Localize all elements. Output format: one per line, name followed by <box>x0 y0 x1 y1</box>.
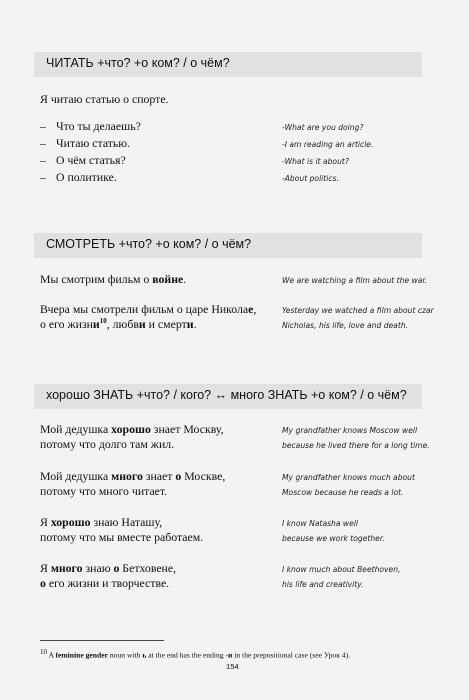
example-ru: потому что много читает. <box>40 484 168 498</box>
dialog-dash: – <box>40 136 46 150</box>
dialog-line-en: -What are you doing? <box>282 123 364 132</box>
example-ru: о его жизни$^{10}$, любви и смерти. <box>40 317 197 331</box>
example-ru: Мой дедушка много знает о Москве, <box>40 469 226 483</box>
example-ru: о его жизни и творчестве. <box>40 576 170 590</box>
dialog-dash: – <box>40 119 46 133</box>
section-header-znat <box>34 384 422 409</box>
section-header-text: СМОТРЕТЬ +что? +о ком? / о чём? <box>46 237 252 251</box>
example-en: because we work together. <box>282 534 385 543</box>
example-en: My grandfather knows much about <box>282 473 415 482</box>
example-ru: Я много знаю о Бетховене, <box>40 561 177 575</box>
dialog-line-en: -What is it about? <box>282 157 349 166</box>
dialog-line-ru: О чём статья? <box>56 153 126 167</box>
dialog-line-ru: О политике. <box>56 170 117 184</box>
example-ru: потому что долго там жил. <box>40 437 175 451</box>
section-header-chitat <box>34 52 422 77</box>
dialog-line-ru: Читаю статью. <box>56 136 131 150</box>
dialog-dash: – <box>40 170 46 184</box>
page-number: 154 <box>226 662 239 671</box>
example-en: Moscow because he reads a lot. <box>282 488 404 497</box>
example-en: I know Natasha well <box>282 519 359 528</box>
intro-sentence: Я читаю статью о спорте. <box>40 92 169 106</box>
example-en: I know much about Beethoven, <box>282 565 401 574</box>
example-en: because he lived there for a long time. <box>282 441 430 450</box>
dialog-line-en: -About politics. <box>282 174 339 183</box>
footnote: $^{10}$ A feminine gender noun with ь at the end has the ending -и in the prepositional case (see Урок 4). <box>40 648 351 660</box>
example-ru: потому что мы вместе работаем. <box>40 530 204 544</box>
dialog-line-en: -I am reading an article. <box>282 140 374 149</box>
example-ru: Вчера мы смотрели фильм о царе Николае, <box>40 302 257 316</box>
example-en: Yesterday we watched a film about czar <box>282 306 434 315</box>
example-ru: Мы смотрим фильм о войне. <box>40 272 187 286</box>
example-ru: Я хорошо знаю Наташу, <box>40 515 163 529</box>
dialog-line-ru: Что ты делаешь? <box>56 119 141 133</box>
example-en: My grandfather knows Moscow well <box>282 426 418 435</box>
section-header-smotret <box>34 233 422 258</box>
footnote-rule <box>40 640 164 641</box>
example-ru: Мой дедушка хорошо знает Москву, <box>40 422 224 436</box>
example-en: Nicholas, his life, love and death. <box>282 321 409 330</box>
example-en: his life and creativity. <box>282 580 364 589</box>
dialog-dash: – <box>40 153 46 167</box>
example-en: We are watching a film about the war. <box>282 276 428 285</box>
section-header-text: хорошо ЗНАТЬ +что? / кого? ↔ много ЗНАТЬ +о ком? / о чём? <box>46 388 407 402</box>
section-header-text: ЧИТАТЬ +что? +о ком? / о чём? <box>46 56 230 70</box>
